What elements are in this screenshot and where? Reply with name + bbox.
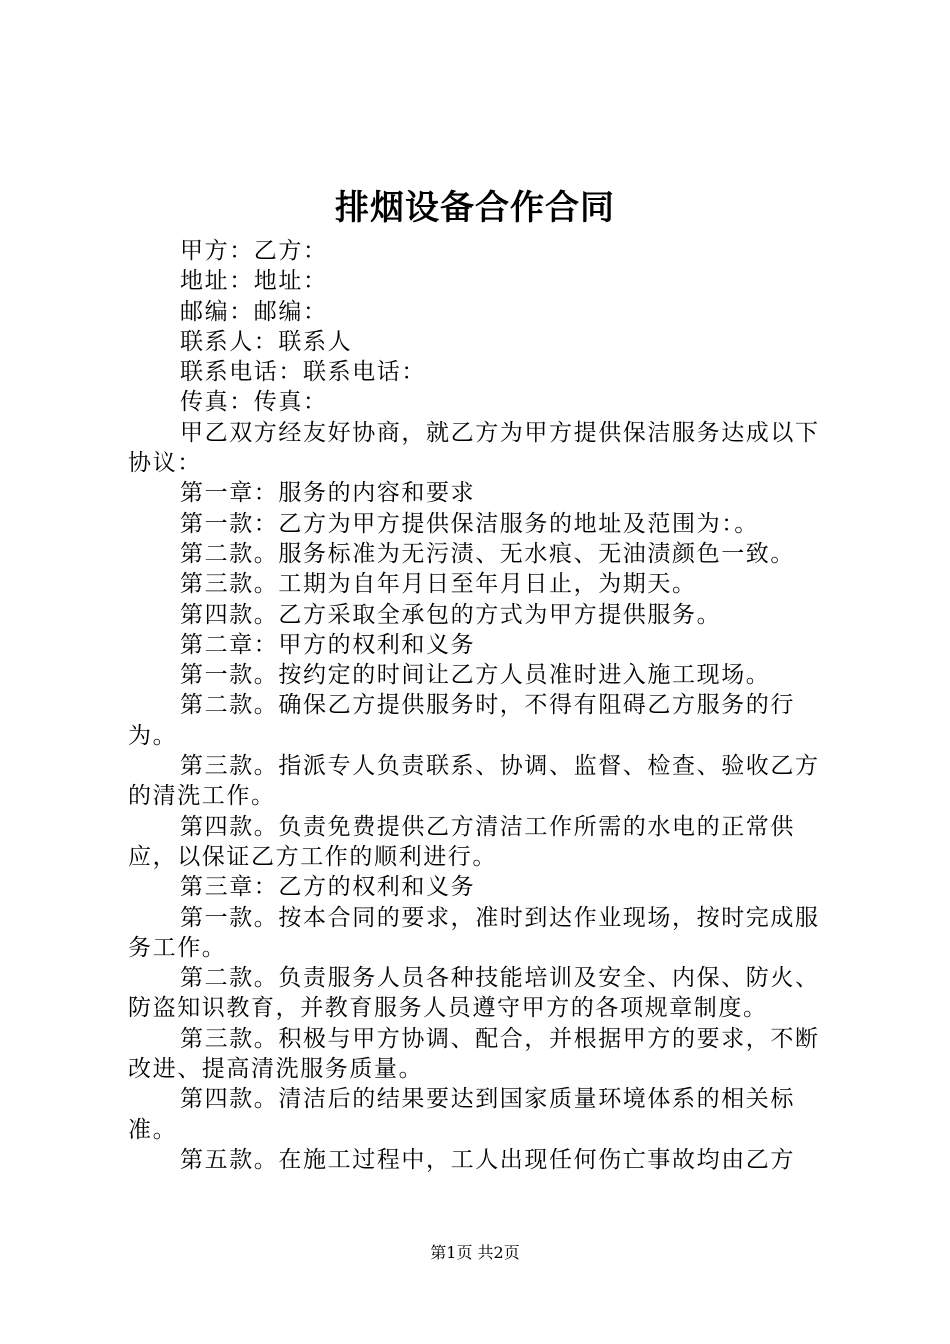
- chapter-3-clause-3: 第三款。积极与甲方协调、配合，并根据甲方的要求，不断改进、提高清洗服务质量。: [128, 1025, 820, 1083]
- postcode-line: 邮编：邮编：: [180, 298, 328, 325]
- intro-paragraph: 甲乙双方经友好协商，就乙方为甲方提供保洁服务达成以下协议：: [128, 419, 820, 477]
- address-line: 地址：地址：: [180, 268, 328, 295]
- contact-person-line: 联系人：联系人: [180, 328, 353, 355]
- chapter-3-clause-4: 第四款。清洁后的结果要达到国家质量环境体系的相关标准。: [128, 1086, 795, 1143]
- chapter-2-clause-2: 第二款。确保乙方提供服务时，不得有阻碍乙方服务的行为。: [128, 692, 795, 749]
- chapter-3-heading: 第三章：乙方的权利和义务: [180, 874, 476, 901]
- chapter-2-clause-3: 第三款。指派专人负责联系、协调、监督、检查、验收乙方的清洗工作。: [128, 753, 820, 810]
- chapter-1-clause-3: 第三款。工期为自年月日至年月日止，为期天。: [180, 571, 697, 598]
- chapter-2-heading: 第二章：甲方的权利和义务: [180, 631, 476, 658]
- chapter-2-clause-4: 第四款。负责免费提供乙方清洁工作所需的水电的正常供应，以保证乙方工作的顺利进行。: [128, 813, 795, 870]
- chapter-3-clause-1: 第一款。按本合同的要求，准时到达作业现场，按时完成服务工作。: [128, 904, 820, 961]
- document-title: 排烟设备合作合同: [335, 188, 615, 228]
- contact-phone-line: 联系电话：联系电话：: [180, 359, 426, 386]
- document-body: [128, 236, 844, 1175]
- chapter-1-heading: 第一章：服务的内容和要求: [180, 480, 476, 507]
- party-line: 甲方：乙方：: [180, 238, 328, 264]
- chapter-2-clause-1: 第一款。按约定的时间让乙方人员准时进入施工现场。: [180, 662, 771, 689]
- fax-line: 传真：传真：: [180, 389, 328, 416]
- chapter-1-clause-2: 第二款。服务标准为无污渍、无水痕、无油渍颜色一致。: [180, 540, 795, 567]
- chapter-3-clause-2: 第二款。负责服务人员各种技能培训及安全、内保、防火、防盗知识教育，并教育服务人员遵守甲方的各项规章制度。: [128, 965, 820, 1022]
- chapter-3-clause-5: 第五款。在施工过程中，工人出现任何伤亡事故均由乙方: [180, 1146, 795, 1173]
- page-footer: 第1页 共2页: [430, 1243, 520, 1262]
- chapter-1-clause-1: 第一款：乙方为甲方提供保洁服务的地址及范围为：。: [180, 510, 759, 537]
- chapter-1-clause-4: 第四款。乙方采取全承包的方式为甲方提供服务。: [180, 601, 722, 628]
